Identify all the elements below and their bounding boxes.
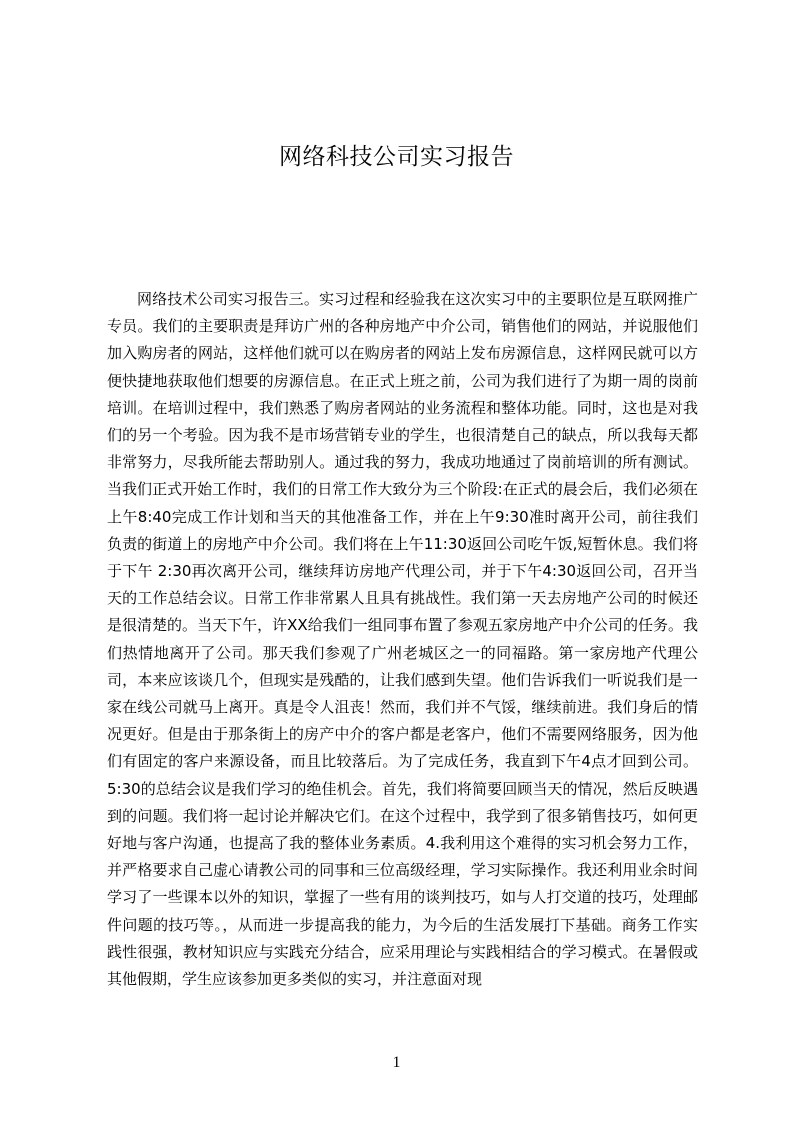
body-paragraph: 网络技术公司实习报告三。实习过程和经验我在这次实习中的主要职位是互联网推广专员。我们的主要职责是拜访广州的各种房地产中介公司，销售他们的网站，并说服他们加入购房者的网站，这样他们就可以在购房者的网站上发布房源信息，这样网民就可以方便快捷地获取他们想要的房源信息。在正式上班之前，公司为我们进行了为期一周的岗前培训。在培训过程中，我们熟悉了购房者网站的业务流程和整体功能。同时，这也是对我们的另一个考验。因为我不是市场营销专业的学生，也很清楚自己的缺点，所以我每天都非常努力，尽我所能去帮助别人。通过我的努力，我成功地通过了岗前培训的所有测试。当我们正式开始工作时，我们的日常工作大致分为三个阶段:在正式的晨会后，我们必须在上午8:40完成工作计划和当天的其他准备工作，并在上午9:30准时离开公司，前往我们负责的街道上的房地产中介公司。我们将在上午11:30返回公司吃午饭,短暂休息。我们将于下午 2:30再次离开公司，继续拜访房地产代理公司，并于下午4:30返回公司，召开当天的工作总结会议。日常工作非常累人且具有挑战性。我们第一天去房地产公司的时候还是很清楚的。当天下午，许XX给我们一组同事布置了参观五家房地产中介公司的任务。我们热情地离开了公司。那天我们参观了广州老城区之一的同福路。第一家房地产代理公司，本来应该谈几个，但现实是残酷的，让我们感到失望。他们告诉我们一听说我们是一家在线公司就马上离开。真是令人沮丧！然而，我们并不气馁，继续前进。我们身后的情况更好。但是由于那条街上的房产中介的客户都是老客户，他们不需要网络服务，因为他们有固定的客户来源设备，而且比较落后。为了完成任务，我直到下午4点才回到公司。5:30的总结会议是我们学习的绝佳机会。首先，我们将简要回顾当天的情况，然后反映遇到的问题。我们将一起讨论并解决它们。在这个过程中，我学到了很多销售技巧，如何更好地与客户沟通，也提高了我的整体业务素质。4.我利用这个难得的实习机会努力工作，并严格要求自己虚心请教公司的同事和三位高级经理，学习实际操作。我还利用业余时间学习了一些课本以外的知识，掌握了一些有用的谈判技巧，如与人打交道的技巧，处理邮件问题的技巧等。，从而进一步提高我的能力，为今后的生活发展打下基础。商务工作实践性很强，教材知识应与实践充分结合，应采用理论与实践相结合的学习模式。在暑假或其他假期，学生应该参加更多类似的实习，并注意面对现 <box>107 290 698 989</box>
page-number: 1 <box>392 1054 401 1071</box>
page-title: 网络科技公司实习报告 <box>279 144 514 170</box>
